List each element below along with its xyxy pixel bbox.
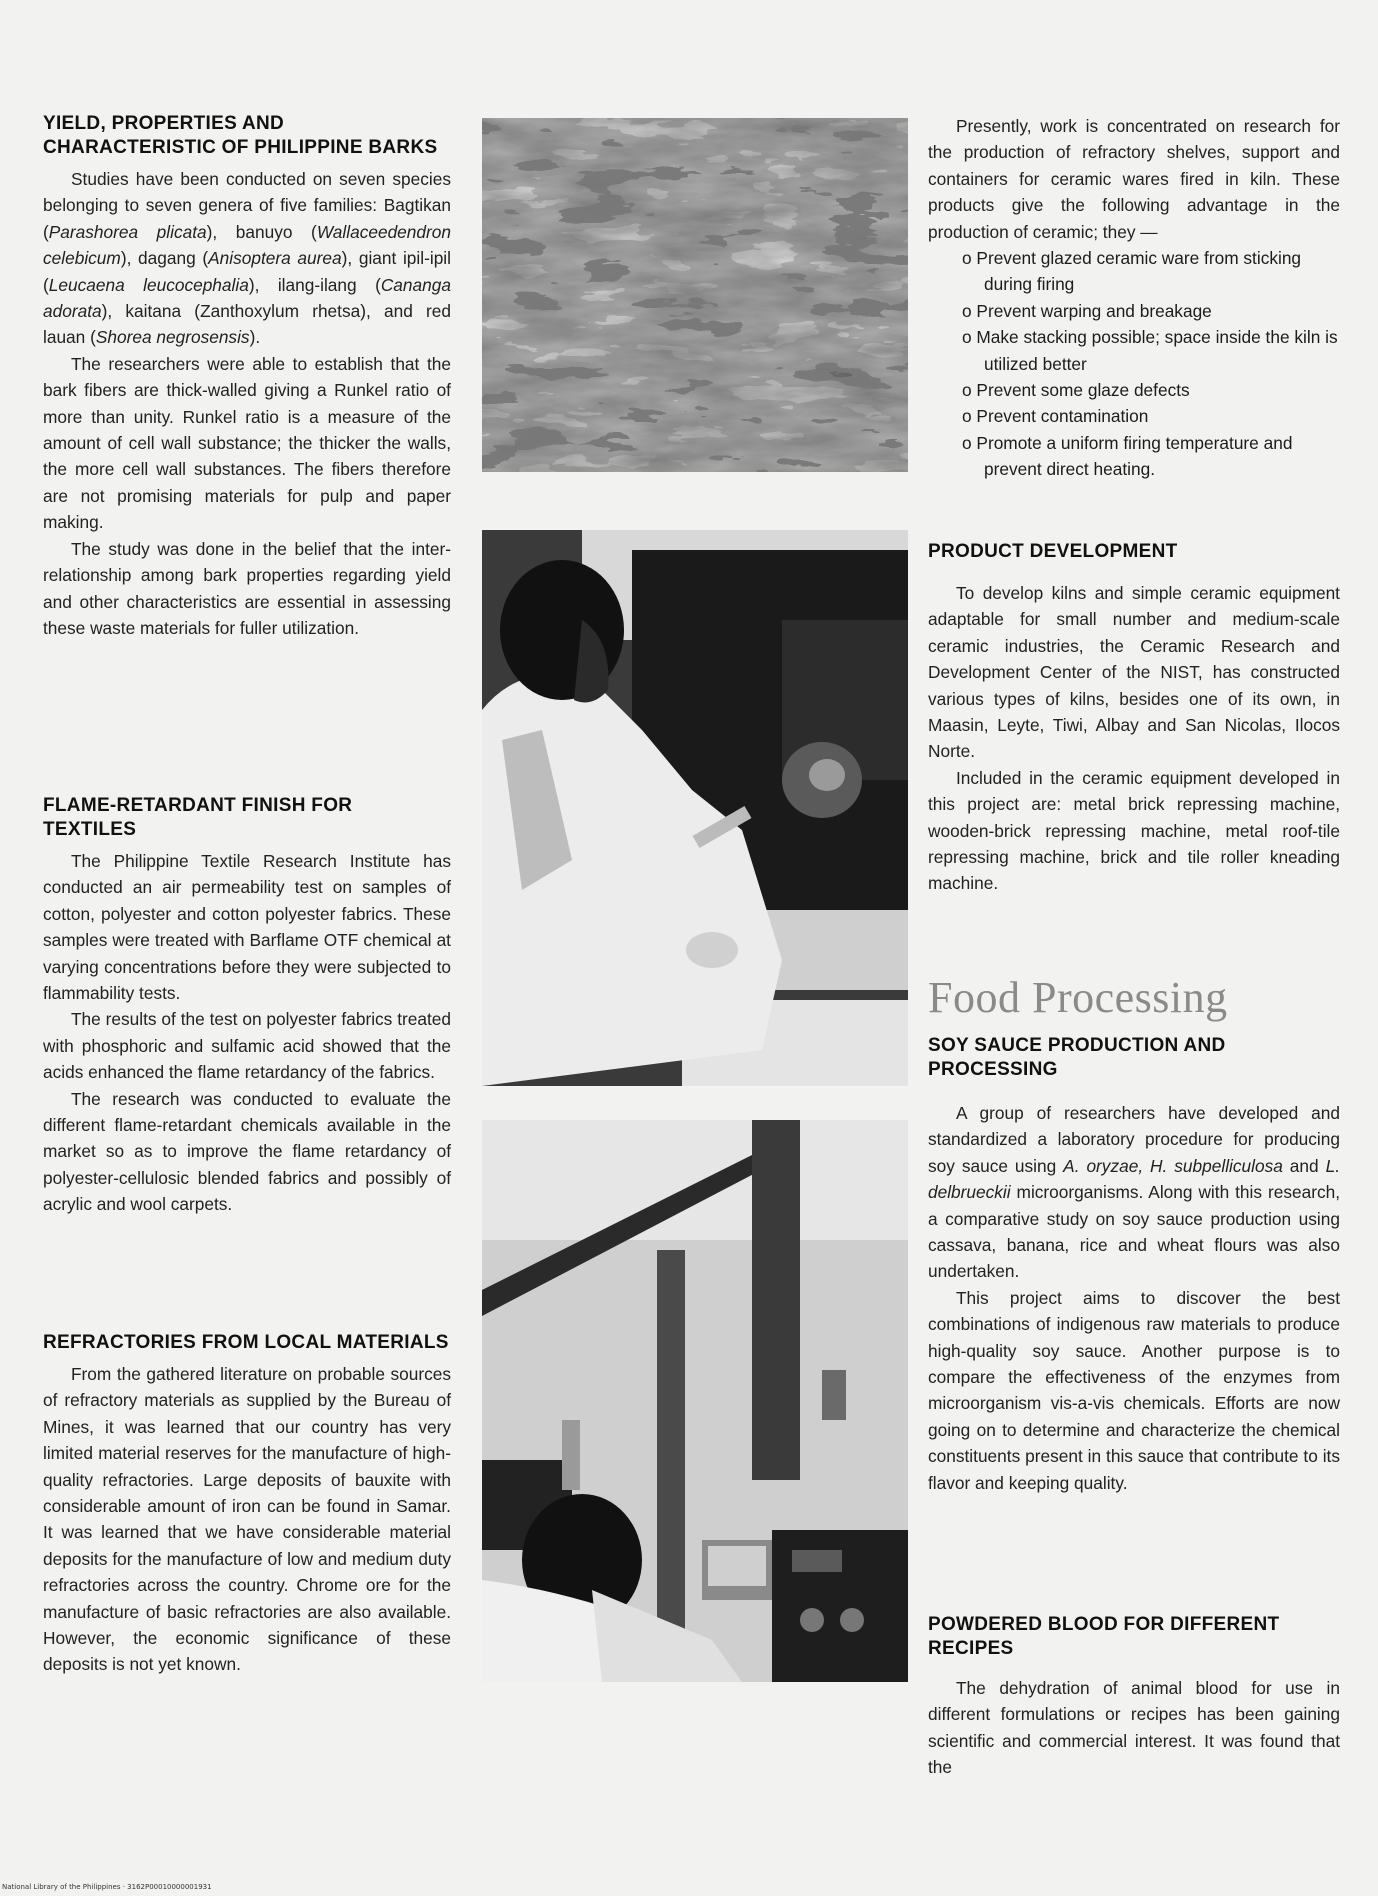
flame-paragraph-2: The results of the test on polyester fabrics treated with phosphoric and sulfamic acid showed that the acids enhanced the flame retardancy of the fabrics.	[43, 1009, 451, 1083]
list-item: o Make stacking possible; space inside the kiln is utilized better	[962, 327, 1338, 374]
product-development-paragraph-2: Included in the ceramic equipment developed in this project are: metal brick repressing machine, wooden-brick repressing machine, metal roof-tile repressing machine, brick and tile roller kneading machine.	[928, 767, 1340, 894]
list-item: o Prevent contamination	[962, 406, 1149, 427]
barks-paragraph-2: The researchers were able to establish that the bark fibers are thick-walled giving a Runkel ratio of more than unity. Runkel ratio is a measure of the amount of cell wall substance; the thicker the walls, the more cell wall substances. The fibers therefore are not promising materials for pulp and paper making.	[43, 353, 451, 533]
section-heading-barks: YIELD, PROPERTIES AND CHARACTERISTIC OF PHILIPPINE BARKS	[43, 113, 438, 158]
bark-texture-photo	[482, 118, 908, 472]
advantages-list	[928, 245, 1340, 483]
barks-paragraph-1: Studies have been conducted on seven species belonging to seven genera of five families: Bagtikan (Parashorea plicata), banuyo (Wallaceedendron celebicum), dagang (Anisoptera aurea), giant ipil-ipil (Leucaena leucocephalia), ilang-ilang (Cananga adorata), kaitana (Zanthoxylum rhetsa), and red lauan (Shorea negrosensis).	[43, 169, 451, 348]
section-heading-soy-sauce: SOY SAUCE PRODUCTION AND PROCESSING	[928, 1035, 1226, 1080]
product-development-paragraph-1: To develop kilns and simple ceramic equipment adaptable for small number and medium-scale ceramic industries, the Ceramic Research and Development Center of the NIST, has constructed various types of kilns, besides one of its own, in Maasin, Leyte, Tiwi, Albay and San Nicolas, Ilocos Norte.	[928, 583, 1340, 762]
flame-paragraph-1: The Philippine Textile Research Institute has conducted an air permeability test on samples of cotton, polyester and cotton polyester fabrics. These samples were treated with Barflame OTF chemical at varying concentrations before they were subjected to flammability tests.	[43, 851, 451, 1004]
refractories-paragraph-1: From the gathered literature on probable sources of refractory materials as supplied by the Bureau of Mines, it was learned that our country has very limited material reserves for the manufacture of high-quality refractories. Large deposits of bauxite with considerable amount of iron can be found in Samar. It was learned that we have considerable material deposits for the manufacture of low and medium duty refractories across the country. Chrome ore for the manufacture of basic refractories are also available. However, the economic significance of these deposits is not yet known.	[43, 1364, 451, 1675]
soy-sauce-paragraph-1: A group of researchers have developed and standardized a laboratory procedure for producing soy sauce using A. oryzae, H. subpelliculosa and L. delbrueckii microorganisms. Along with this research, a comparative study on soy sauce production using cassava, banana, rice and wheat flours was also undertaken.	[928, 1103, 1341, 1282]
barks-paragraph-3: The study was done in the belief that the inter-relationship among bark properties regarding yield and other characteristics are essential in assessing these waste materials for fuller utilization.	[43, 538, 451, 638]
section-heading-product-development: PRODUCT DEVELOPMENT	[928, 541, 1178, 562]
list-item: o Prevent glazed ceramic ware from sticking during firing	[962, 248, 1302, 295]
list-item: o Prevent warping and breakage	[962, 300, 1212, 321]
list-item: o Prevent some glaze defects	[962, 380, 1190, 401]
flame-paragraph-3: The research was conducted to evaluate the different flame-retardant chemicals available in the market so as to improve the flame retardancy of polyester-cellulosic blended fabrics and possibly of acrylic and wool carpets.	[43, 1088, 451, 1215]
section-heading-flame: FLAME-RETARDANT FINISH FOR TEXTILES	[43, 795, 353, 840]
section-title-food-processing: Food Processing	[928, 973, 1228, 1022]
lab-equipment-photo	[482, 1120, 908, 1682]
list-item: o Promote a uniform firing temperature and prevent direct heating.	[962, 432, 1293, 480]
researcher-lab-photo	[482, 530, 908, 1086]
section-heading-powdered-blood: POWDERED BLOOD FOR DIFFERENT RECIPES	[928, 1614, 1280, 1659]
powdered-blood-paragraph-1: The dehydration of animal blood for use in different formulations or recipes has been gaining scientific and commercial interest. It was found that the	[928, 1678, 1340, 1778]
soy-sauce-paragraph-2: This project aims to discover the best combinations of indigenous raw materials to produce high-quality soy sauce. Another purpose is to compare the effectiveness of the enzymes from microorganism vis-a-vis chemicals. Efforts are now going on to determine and characterize the chemical constituents present in this sauce that contribute to its flavor and keeping quality.	[928, 1287, 1340, 1493]
page-footer: National Library of the Philippines · 3162P00010000001931	[2, 1883, 212, 1891]
refractories-presently-paragraph: Presently, work is concentrated on research for the production of refractory shelves, support and containers for ceramic wares fired in kiln. These products give the following advantage in the production of ceramic; they —	[928, 116, 1340, 242]
section-heading-refractories: REFRACTORIES FROM LOCAL MATERIALS	[43, 1332, 449, 1353]
